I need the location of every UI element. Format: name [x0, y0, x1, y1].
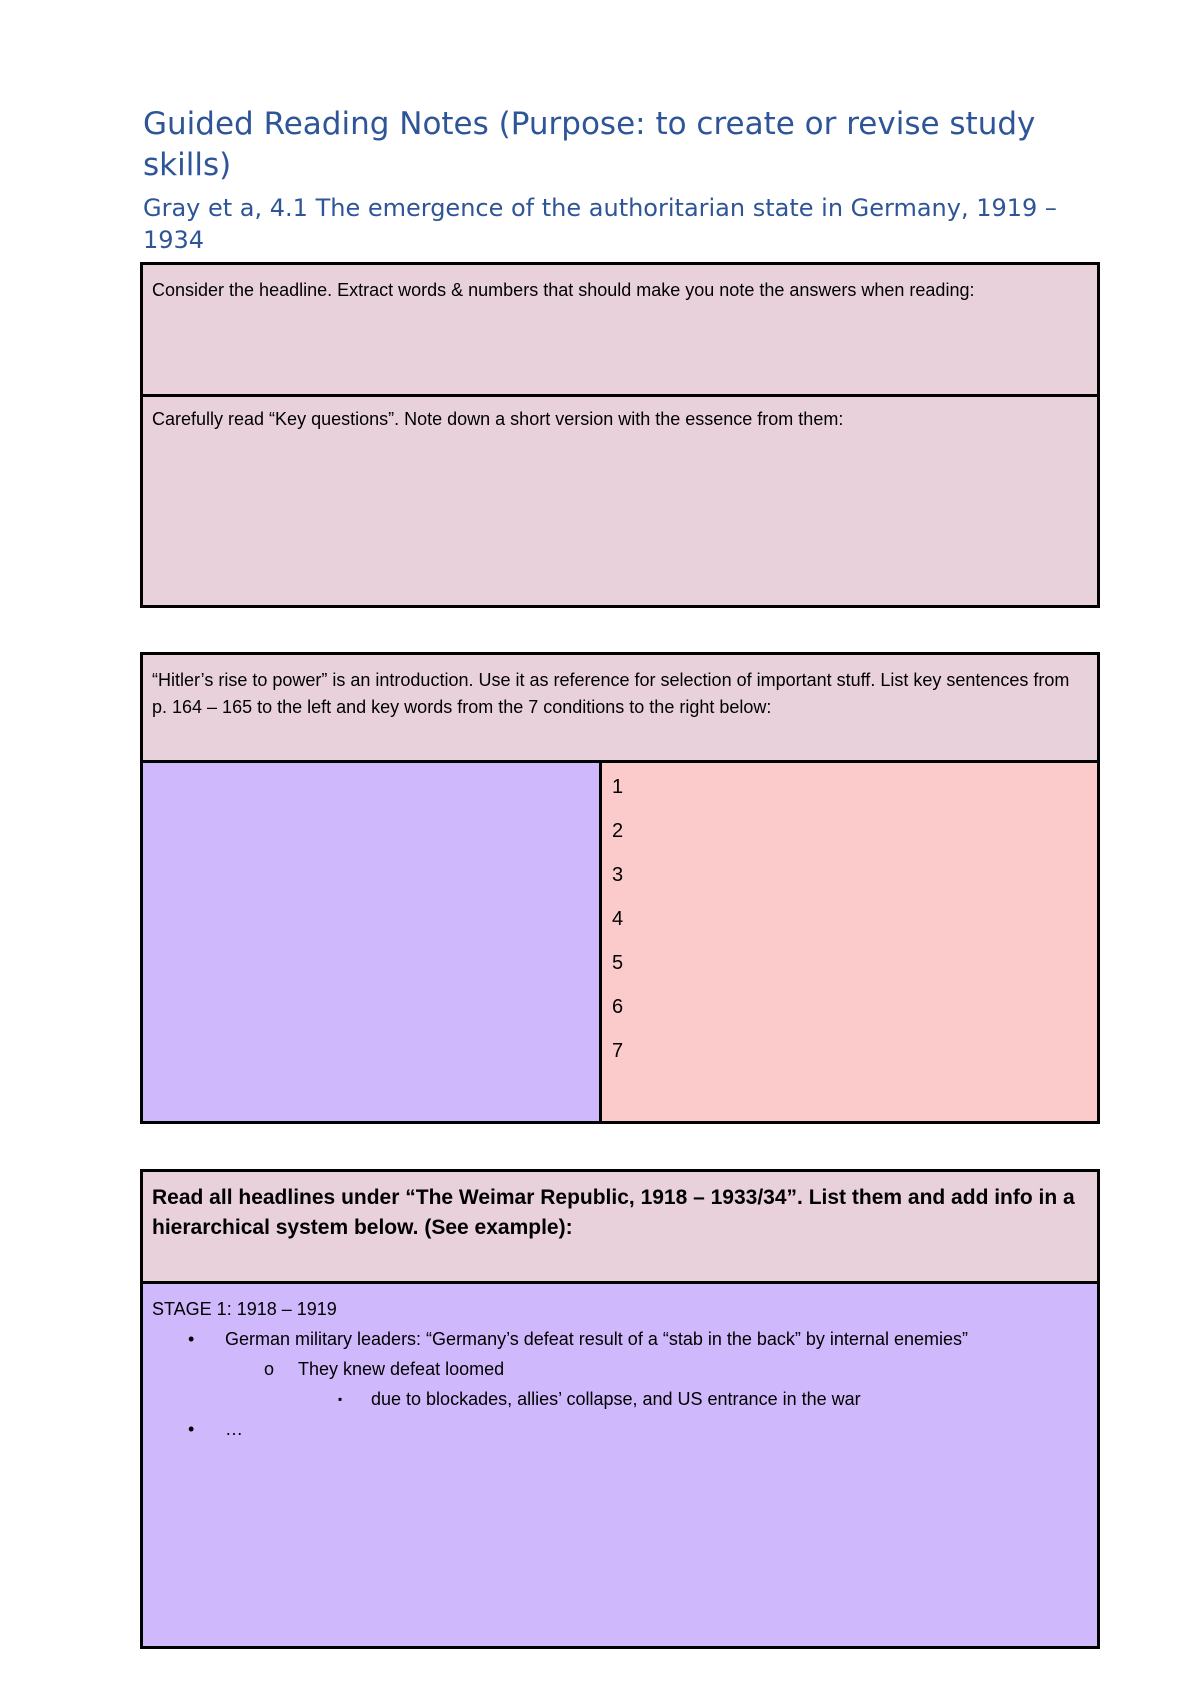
list-item-text: German military leaders: “Germany’s defeat result of a “stab in the back” by internal enemies” — [225, 1329, 968, 1349]
key-questions-cell[interactable] — [143, 397, 1097, 605]
hitler-rise-table — [140, 652, 1100, 1124]
page-subtitle: Gray et a, 4.1 The emergence of the authoritarian state in Germany, 1919 – 1934 — [143, 194, 1057, 254]
key-questions-prompt: Carefully read “Key questions”. Note down a short version with the essence from them: — [152, 409, 844, 429]
list-item — [152, 1384, 1088, 1414]
list-item — [152, 1324, 1088, 1354]
list-item-text: due to blockades, allies’ collapse, and US entrance in the war — [371, 1389, 861, 1409]
conditions-number-list — [612, 765, 1088, 1073]
weimar-prompt: Read all headlines under “The Weimar Republic, 1918 – 1933/34”. List them and add info in a hierarchical system below. (See example): — [152, 1186, 1075, 1239]
weimar-prompt-cell — [143, 1172, 1097, 1281]
condition-number: 4 — [612, 908, 624, 930]
headline-prompt-cell[interactable] — [143, 265, 1097, 395]
condition-number: 2 — [612, 820, 624, 842]
bullet-icon: • — [188, 1419, 195, 1439]
stage-heading: STAGE 1: 1918 – 1919 — [152, 1299, 337, 1319]
condition-number: 5 — [612, 952, 624, 974]
hitler-prompt: “Hitler’s rise to power” is an introduction. Use it as reference for selection of important stuff. List key sentences from p. 164 – 165 to the left and key words from the 7 conditions to the right below: — [152, 670, 1070, 717]
list-item-text: … — [225, 1419, 243, 1439]
list-item — [152, 1414, 1088, 1444]
key-sentences-cell[interactable] — [143, 763, 599, 1121]
circle-bullet-icon: o — [264, 1359, 275, 1379]
bullet-icon: • — [188, 1329, 195, 1349]
condition-number: 3 — [612, 864, 624, 886]
headline-prompt: Consider the headline. Extract words & numbers that should make you note the answers when reading: — [152, 280, 975, 300]
condition-number: 1 — [612, 776, 624, 798]
weimar-notes-cell[interactable] — [143, 1284, 1097, 1646]
hitler-prompt-cell — [143, 655, 1097, 760]
headline-notes-table — [140, 262, 1100, 608]
condition-number: 6 — [612, 996, 624, 1018]
condition-number: 7 — [612, 1040, 624, 1062]
key-words-cell[interactable] — [602, 763, 1097, 1121]
weimar-table — [140, 1169, 1100, 1649]
list-item — [152, 1354, 1088, 1384]
list-item-text: They knew defeat loomed — [298, 1359, 505, 1379]
square-bullet-icon: ▪ — [338, 1392, 343, 1406]
page-title: Guided Reading Notes (Purpose: to create or revise study skills) — [143, 106, 1036, 183]
